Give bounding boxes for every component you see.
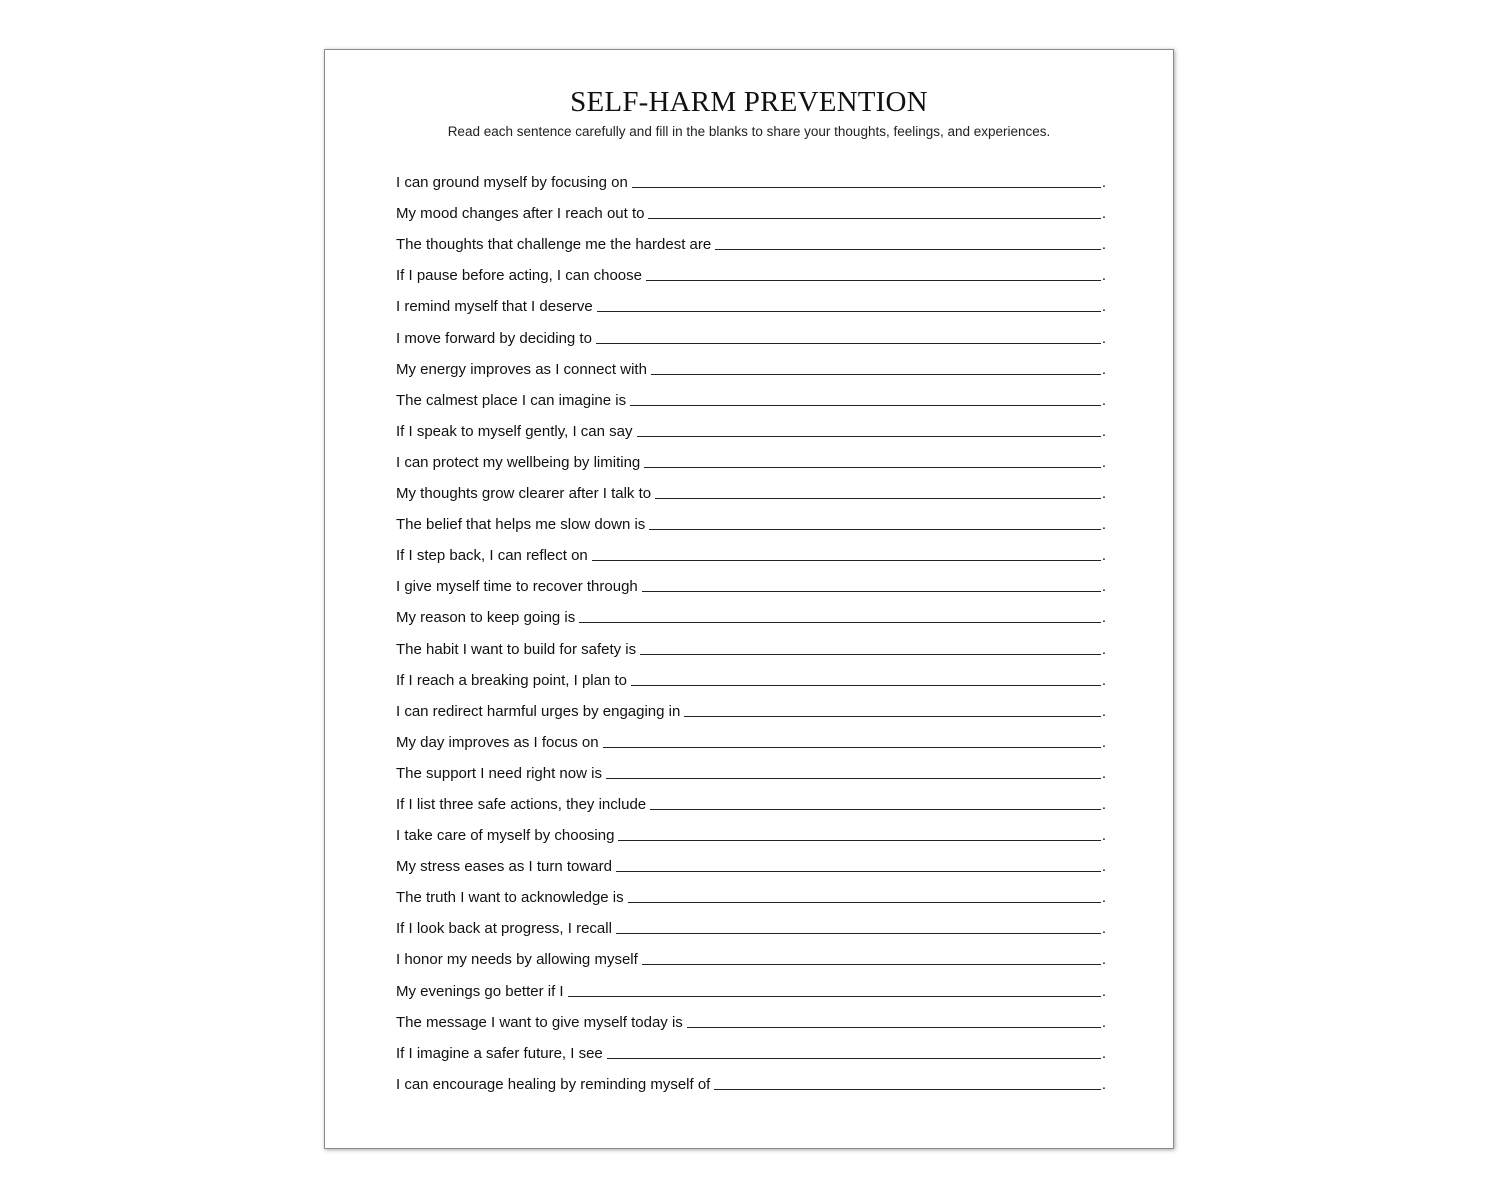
prompt-row [396,908,1106,939]
answer-blank[interactable] [568,995,1101,997]
answer-blank[interactable] [607,1057,1101,1059]
prompt-text: I give myself time to recover through [396,578,638,596]
prompt-text: I can encourage healing by reminding myself of [396,1075,711,1093]
prompt-row [396,846,1106,877]
prompt-period: . [1101,1044,1106,1062]
prompt-period: . [1101,951,1106,969]
worksheet-page [324,49,1174,1149]
prompt-period: . [1101,236,1106,254]
prompt-period: . [1101,609,1106,627]
prompt-period: . [1101,174,1106,192]
answer-blank[interactable] [646,279,1101,281]
prompt-text: My day improves as I focus on [396,733,599,751]
prompt-text: My thoughts grow clearer after I talk to [396,485,652,503]
prompt-period: . [1101,422,1106,440]
prompt-row [396,442,1106,473]
prompt-row [396,566,1106,597]
prompt-text: I can ground myself by focusing on [396,174,628,192]
prompt-row [396,660,1106,691]
answer-blank[interactable] [631,684,1101,686]
prompt-row [396,1064,1106,1095]
prompt-period: . [1101,671,1106,689]
answer-blank[interactable] [687,1026,1101,1028]
prompt-row [396,504,1106,535]
prompt-text: I can redirect harmful urges by engaging in [396,702,681,720]
prompt-period: . [1101,733,1106,751]
prompt-period: . [1101,1013,1106,1031]
prompt-text: My energy improves as I connect with [396,360,647,378]
answer-blank[interactable] [606,777,1101,779]
answer-blank[interactable] [640,653,1101,655]
prompt-period: . [1101,485,1106,503]
prompt-row [396,162,1106,193]
answer-blank[interactable] [637,435,1101,437]
prompt-period: . [1101,889,1106,907]
answer-blank[interactable] [596,342,1101,344]
prompt-text: The belief that helps me slow down is [396,516,646,534]
answer-blank[interactable] [714,1088,1100,1090]
prompt-period: . [1101,205,1106,223]
prompt-text: I move forward by deciding to [396,329,592,347]
prompt-text: My stress eases as I turn toward [396,858,612,876]
prompt-period: . [1101,329,1106,347]
answer-blank[interactable] [579,621,1101,623]
prompt-row [396,722,1106,753]
prompt-text: My reason to keep going is [396,609,576,627]
prompt-period: . [1101,827,1106,845]
prompt-text: I can protect my wellbeing by limiting [396,453,641,471]
prompt-row [396,535,1106,566]
prompt-text: I honor my needs by allowing myself [396,951,638,969]
prompt-row [396,317,1106,348]
prompt-period: . [1101,516,1106,534]
prompt-period: . [1101,764,1106,782]
answer-blank[interactable] [618,839,1100,841]
prompt-row [396,349,1106,380]
prompt-period: . [1101,920,1106,938]
prompt-row [396,628,1106,659]
prompt-row [396,380,1106,411]
prompt-text: If I speak to myself gently, I can say [396,422,633,440]
prompt-row [396,411,1106,442]
answer-blank[interactable] [644,466,1101,468]
prompt-period: . [1101,1075,1106,1093]
prompt-row [396,970,1106,1001]
prompt-row [396,784,1106,815]
worksheet-title: SELF-HARM PREVENTION [570,86,928,118]
prompt-period: . [1101,578,1106,596]
answer-blank[interactable] [603,746,1101,748]
prompt-row [396,1033,1106,1064]
answer-blank[interactable] [648,217,1100,219]
prompt-row [396,691,1106,722]
prompt-list [396,162,1106,1095]
prompt-period: . [1101,298,1106,316]
prompt-text: If I look back at progress, I recall [396,920,612,938]
answer-blank[interactable] [642,590,1101,592]
prompt-text: If I step back, I can reflect on [396,547,588,565]
prompt-row [396,753,1106,784]
answer-blank[interactable] [616,932,1101,934]
answer-blank[interactable] [630,404,1101,406]
prompt-text: The thoughts that challenge me the hardest are [396,236,712,254]
prompt-text: The habit I want to build for safety is [396,640,637,658]
prompt-text: I take care of myself by choosing [396,827,615,845]
prompt-row [396,1002,1106,1033]
prompt-period: . [1101,453,1106,471]
answer-blank[interactable] [650,808,1101,810]
prompt-period: . [1101,795,1106,813]
prompt-row [396,597,1106,628]
prompt-row [396,473,1106,504]
answer-blank[interactable] [715,248,1101,250]
worksheet-instructions: Read each sentence carefully and fill in the blanks to share your thoughts, feelings, and experiences. [447,124,1051,139]
prompt-row [396,877,1106,908]
answer-blank[interactable] [628,901,1101,903]
prompt-row [396,939,1106,970]
answer-blank[interactable] [655,497,1101,499]
prompt-row [396,286,1106,317]
answer-blank[interactable] [592,559,1101,561]
prompt-period: . [1101,640,1106,658]
prompt-period: . [1101,360,1106,378]
prompt-period: . [1101,547,1106,565]
prompt-period: . [1101,391,1106,409]
answer-blank[interactable] [642,963,1101,965]
answer-blank[interactable] [649,528,1101,530]
answer-blank[interactable] [632,186,1101,188]
prompt-row [396,193,1106,224]
prompt-text: The truth I want to acknowledge is [396,889,624,907]
prompt-text: If I pause before acting, I can choose [396,267,642,285]
answer-blank[interactable] [651,373,1101,375]
prompt-row [396,255,1106,286]
prompt-text: If I imagine a safer future, I see [396,1044,603,1062]
prompt-row [396,815,1106,846]
prompt-text: My evenings go better if I [396,982,564,1000]
prompt-period: . [1101,267,1106,285]
prompt-row [396,224,1106,255]
prompt-text: If I reach a breaking point, I plan to [396,671,627,689]
prompt-text: I remind myself that I deserve [396,298,593,316]
answer-blank[interactable] [684,715,1101,717]
answer-blank[interactable] [616,870,1101,872]
prompt-text: If I list three safe actions, they include [396,795,647,813]
prompt-text: The calmest place I can imagine is [396,391,627,409]
prompt-text: The support I need right now is [396,764,602,782]
prompt-text: The message I want to give myself today is [396,1013,683,1031]
answer-blank[interactable] [597,310,1101,312]
prompt-period: . [1101,982,1106,1000]
prompt-period: . [1101,702,1106,720]
prompt-period: . [1101,858,1106,876]
prompt-text: My mood changes after I reach out to [396,205,645,223]
